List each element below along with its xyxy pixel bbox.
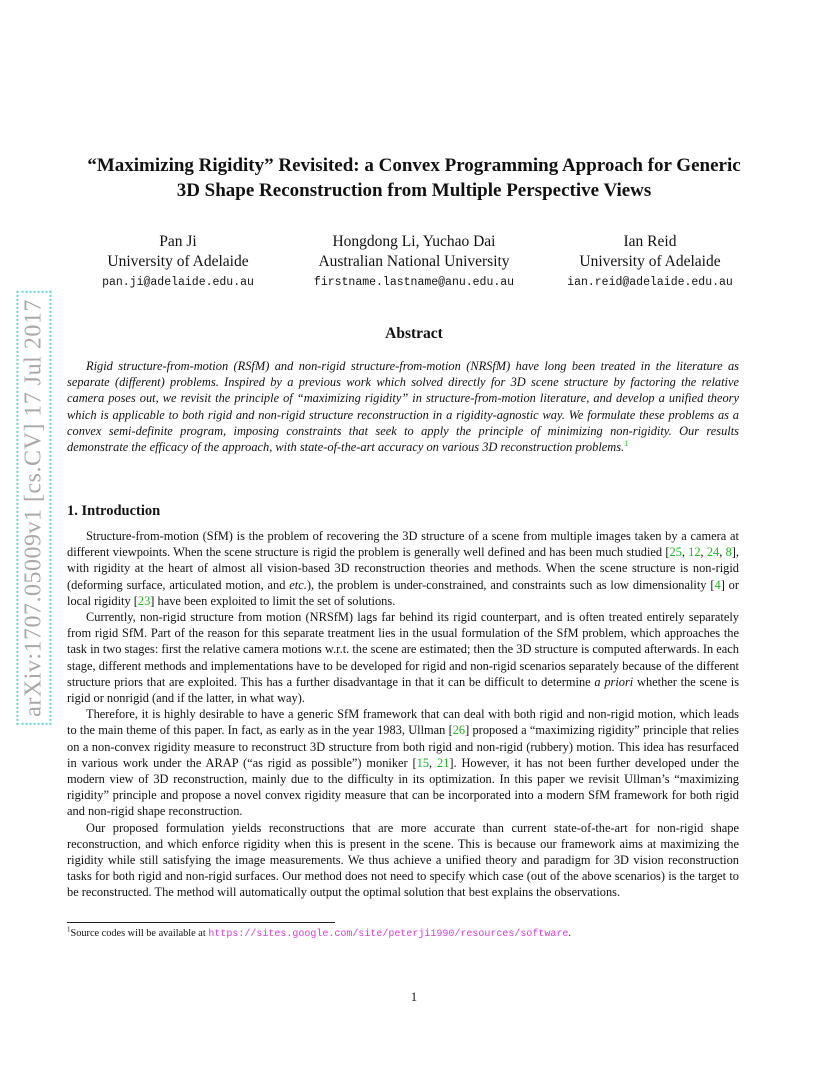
paragraph-4: Our proposed formulation yields reconstructions that are more accurate than current state-of-the-art for non-rigid shape reconstruction, and which enforce rigidity when this is present in the scene. This is because our framework aims at maximizing the rigidity while still satisfying the image measurements. We thus achieve a unified theory and paradigm for 3D vision reconstruction tasks for both rigid and non-rigid surfaces. Our method does not need to specify which case (out of the above scenarios) is the target to be reconstructed. The method will automatically output the optimal solution that best explains the observations. xyxy=(67,820,739,900)
title-line-1: “Maximizing Rigidity” Revisited: a Convex Programming Approach for Generic xyxy=(87,155,741,176)
author-email[interactable]: pan.ji@adelaide.edu.au xyxy=(102,276,254,289)
author-name: Pan Ji xyxy=(159,233,197,250)
footnote-text: Source codes will be available at xyxy=(70,928,209,939)
footnote-marker[interactable]: 1 xyxy=(624,438,629,448)
author-1 xyxy=(60,232,296,294)
text-run: a priori xyxy=(594,674,634,689)
author-name: Ian Reid xyxy=(623,233,677,250)
citation-link[interactable]: 24 xyxy=(706,545,720,560)
text-run: etc. xyxy=(289,577,307,592)
citation-link[interactable]: 21 xyxy=(437,755,450,770)
author-block xyxy=(60,232,768,294)
citation-link[interactable]: 12 xyxy=(688,545,701,560)
paragraph-3: Therefore, it is highly desirable to have a generic SfM framework that can deal with both rigid and non-rigid motion, which leads to the main theme of this paper. In fact, as early as in the year 1983, Ullman [26] proposed a “maximizing rigidity” principle that relies on a non-convex rigidity measure to reconstruct 3D structure from both rigid and non-rigid (rubbery) motion. This idea has resurfaced in various work under the ARAP (“as rigid as possible”) moniker [15, 21]. However, it has not been further developed under the modern view of 3D reconstruction, mainly due to the difficulty in its optimization. In this paper we revisit Ullman’s “maximizing rigidity” principle and propose a novel convex rigidity measure that can be incorporated into a modern SfM framework for both rigid and non-rigid shape reconstruction. xyxy=(67,707,739,819)
author-email[interactable]: ian.reid@adelaide.edu.au xyxy=(567,276,733,289)
text-run: ] or local rigidity [ xyxy=(67,577,739,608)
text-run: ] have been exploited to limit the set of solutions. xyxy=(150,593,396,608)
abstract-text xyxy=(67,358,739,455)
author-3 xyxy=(532,232,768,294)
abstract-body: Rigid structure-from-motion (RSfM) and non-rigid structure-from-motion (NRSfM) have long been treated in the literature as separate (different) problems. Inspired by a previous work which solved directly for 3D scene structure by factoring the relative camera poses out, we revisit the principle of “maximizing rigidity” in structure-from-motion literature, and develop a unified theory which is applicable to both rigid and non-rigid structure reconstruction in a rigidity-agnostic way. We formulate these problems as a convex semi-definite program, imposing constraints that seek to apply the principle of minimizing non-rigidity. Our results demonstrate the efficacy of the approach, with state-of-the-art accuracy on various 3D reconstruction problems. xyxy=(67,359,739,455)
page-number: 1 xyxy=(410,990,418,1004)
abstract-heading: Abstract xyxy=(385,325,443,342)
author-affiliation: Australian National University xyxy=(318,253,510,270)
citation-link[interactable]: 8 xyxy=(725,545,732,560)
citation-link[interactable]: 23 xyxy=(137,593,151,608)
text-run: ] proposed a “maximizing rigidity” principle that relies on a non-convex rigidity measure to reconstruct 3D structure from both rigid and non-rigid (rubbery) motion. This idea has resurfaced in various work under the ARAP (“as rigid as possible”) moniker [ xyxy=(67,723,739,770)
text-run: Therefore, it is highly desirable to have a generic SfM framework that can deal with both rigid and non-rigid motion, which leads to the main theme of this paper. In fact, as early as in the year 1983, Ullman [ xyxy=(67,707,739,738)
footnote-number: 1 xyxy=(67,925,71,934)
paragraph-2 xyxy=(67,609,739,706)
author-affiliation: University of Adelaide xyxy=(107,253,249,270)
author-name: Hongdong Li, Yuchao Dai xyxy=(332,233,496,250)
section-heading: 1. Introduction xyxy=(67,503,161,519)
paragraph-1: Structure-from-motion (SfM) is the problem of recovering the 3D structure of a scene from multiple images taken by a camera at different viewpoints. When the scene structure is rigid the problem is generally well defined and has been much studied [25, 12, 24, 8], with rigidity at the heart of almost all vision-based 3D reconstruction theories and methods. When the scene structure is non-rigid (deforming surface, articulated motion, and etc.), the problem is under-constrained, and constraints such as low dimensionality [4] or local rigidity [23] have been exploited to limit the set of solutions. xyxy=(67,529,739,608)
footnote-url-link[interactable]: https://sites.google.com/site/peterji1990/resources/software xyxy=(208,929,569,940)
footnote xyxy=(67,927,739,942)
title-line-2: 3D Shape Reconstruction from Multiple Perspective Views xyxy=(176,180,652,201)
citation-link[interactable]: 25 xyxy=(669,545,682,560)
footnote-end: . xyxy=(568,928,571,939)
arxiv-sidebar xyxy=(18,268,50,748)
arxiv-identifier: arXiv:1707.05009v1 [cs.CV] 17 Jul 2017 xyxy=(21,295,48,721)
introduction-body xyxy=(67,528,739,901)
footnote-divider xyxy=(67,922,335,923)
paper-title xyxy=(60,153,768,203)
text-run: ], with rigidity at the heart of almost all vision-based 3D reconstruction theories and methods. When the scene structure is non-rigid (deforming surface, articulated motion, and xyxy=(67,545,739,592)
text-run: whether the scene is rigid or nonrigid (and if the latter, in what way). xyxy=(67,674,740,706)
author-email[interactable]: firstname.lastname@anu.edu.au xyxy=(313,276,515,289)
text-run: ]. However, it has not been further developed under the modern view of 3D reconstruction, mainly due to the difficulty in its optimization. In this paper we revisit Ullman’s “maximizing rigidity” principle and propose a novel convex rigidity measure that can be incorporated into a modern SfM framework for both rigid and non-rigid shape reconstruction. xyxy=(67,755,739,819)
text-run: Currently, non-rigid structure from motion (NRSfM) lags far behind its rigid counterpart, and is often treated entirely separately from rigid SfM. Part of the reason for this separate treatment lies in the usual formulation of the SfM problem, which approaches the task in two stages: first the relative camera motions w.r.t. the scene are estimated; then the 3D structure is computed afterwards. In each stage, different methods and implementations have to be developed for rigid and non-rigid scenarios separately because of the different structure priors that are exploited. This has a further disadvantage in that it can be difficult to determine xyxy=(67,610,739,689)
citation-link[interactable]: 15 xyxy=(416,755,430,770)
author-2 xyxy=(296,232,532,294)
citation-link[interactable]: 26 xyxy=(452,723,466,738)
author-affiliation: University of Adelaide xyxy=(579,253,721,270)
text-run: Structure-from-motion (SfM) is the problem of recovering the 3D structure of a scene from multiple images taken by a camera at different viewpoints. When the scene structure is rigid the problem is generally well defined and has been much studied [ xyxy=(67,529,739,560)
citation-link[interactable]: 4 xyxy=(714,577,721,592)
text-run: ), the problem is under-constrained, and constraints such as low dimensionality [ xyxy=(306,577,715,592)
